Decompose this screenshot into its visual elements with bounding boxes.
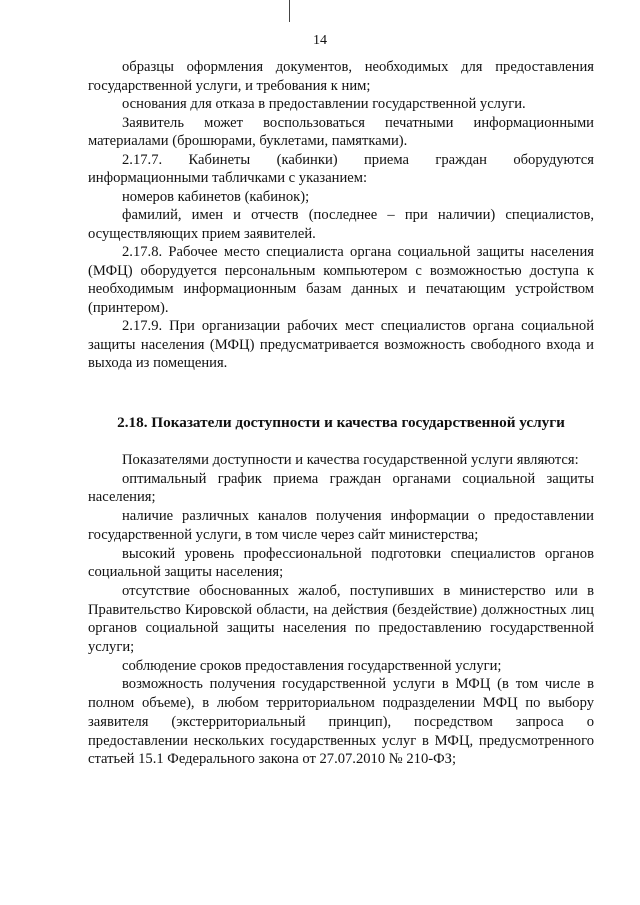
paragraph: оптимальный график приема граждан органами социальной защиты населения; [88, 470, 594, 506]
paragraph: соблюдение сроков предоставления государственной услуги; [122, 657, 502, 674]
paragraph: отсутствие обоснованных жалоб, поступивших в министерство или в Правительство Кировской области, на действия (бездействие) должностных лиц органов социальной защиты населения по предоставлению государственной услуги; [88, 582, 594, 656]
paragraph: основания для отказа в предоставлении государственной услуги. [122, 96, 526, 112]
paragraph: высокий уровень профессиональной подготовки специалистов органов социальной защиты населения; [88, 545, 594, 581]
paragraph: 2.17.9. При организации рабочих мест специалистов органа социальной защиты населения (МФЦ) предусматривается возможность свободного входа и выхода из помещения. [88, 318, 594, 371]
paragraph: возможность получения государственной услуги в МФЦ (в том числе в полном объеме), в любом территориальном подразделении МФЦ по выбору заявителя (экстерриториальный принцип), посредством запроса о предоставлении нескольких государственных услуг в МФЦ, предусмотренного статьей 15.1 Федерального закона от 27.07.2010 № 210-ФЗ; [88, 676, 594, 768]
paragraph: наличие различных каналов получения информации о предоставлении государственной услуги, в том числе через сайт министерства; [88, 508, 594, 543]
paragraph: 2.17.8. Рабочее место специалиста органа социальной защиты населения (МФЦ) оборудуется персональным компьютером с возможностью доступа к необходимым информационным базам данных и печатающим устройством (принтером). [88, 244, 594, 316]
scan-artifact-line [289, 0, 290, 22]
section-heading: 2.18. Показатели доступности и качества государственной услуги [117, 414, 565, 431]
paragraph: фамилий, имен и отчеств (последнее – при наличии) специалистов, осуществляющих прием заявителей. [88, 207, 594, 242]
paragraph: 2.17.7. Кабинеты (кабинки) приема граждан оборудуются информационными табличками с указанием: [88, 151, 594, 186]
paragraph: Заявитель может воспользоваться печатными информационными материалами (брошюрами, буклетами, памятками). [88, 114, 594, 149]
section-2-18-text [88, 451, 594, 769]
paragraph: Показателями доступности и качества государственной услуги являются: [122, 452, 579, 468]
paragraph: номеров кабинетов (кабинок); [122, 188, 310, 205]
paragraph: образцы оформления документов, необходимых для предоставления государственной услуги, и требования к ним; [88, 59, 594, 94]
page-number: 14 [313, 33, 327, 48]
section-2-17-text [88, 58, 594, 373]
